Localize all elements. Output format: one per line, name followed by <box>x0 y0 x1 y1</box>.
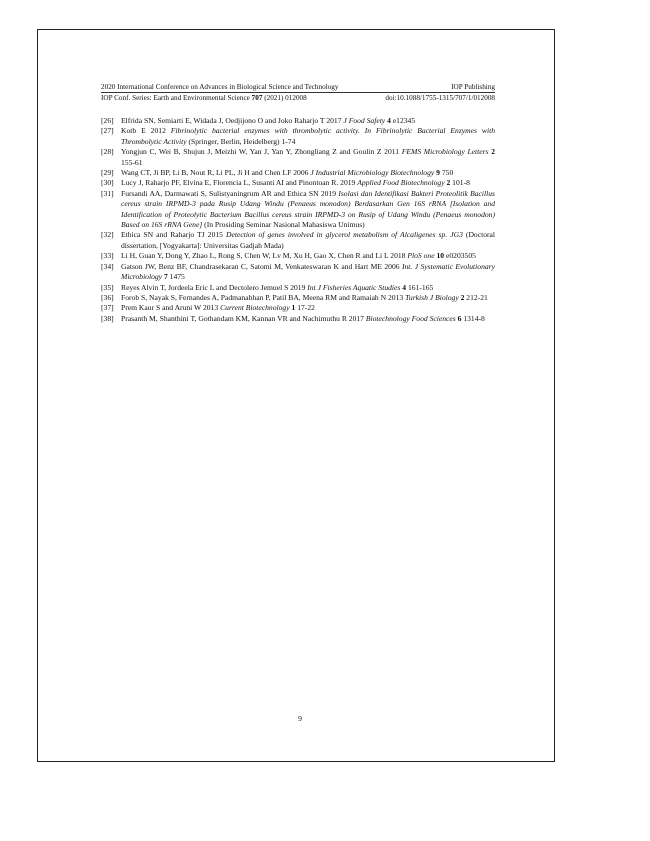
reference-item <box>101 147 495 168</box>
reference-number: [32] <box>101 230 114 240</box>
reference-item <box>101 293 495 303</box>
header-row-1 <box>101 82 495 92</box>
reference-text <box>121 189 495 231</box>
reference-part: Lucy J, Raharjo PF, Elvina E, Florencia L, Susanti AI and Pinontoan R. 2019 <box>121 178 358 188</box>
reference-volume: 9 <box>436 168 440 178</box>
reference-number: [30] <box>101 178 114 188</box>
reference-number: [37] <box>101 303 114 313</box>
reference-item <box>101 116 495 126</box>
reference-part: Yongjun C, Wei B, Shujun J, Meizhi W, Yan J, Yan Y, Zhongliang Z and Goulin Z 2011 <box>121 147 402 157</box>
reference-part: Kotb E 2012 <box>121 126 171 136</box>
reference-italic-part: Turkish J Biology <box>405 292 459 302</box>
reference-item <box>101 251 495 261</box>
reference-italic-part: Fibrinolytic bacterial enzymes with thrombolytic activity. In Fibrinolytic Bacterial Enzymes with Thrombolytic Activity <box>121 126 495 146</box>
reference-text <box>121 178 495 188</box>
reference-number: [28] <box>101 147 114 157</box>
reference-volume: 2 <box>446 178 451 188</box>
reference-text <box>121 293 495 303</box>
reference-volume: 4 <box>387 116 391 125</box>
reference-text <box>121 116 495 126</box>
conference-title: 2020 International Conference on Advances in Biological Science and Technology <box>101 83 339 91</box>
reference-item <box>101 283 495 293</box>
reference-volume: 6 <box>457 313 462 323</box>
reference-text <box>121 262 495 283</box>
reference-text <box>121 251 495 261</box>
reference-item <box>101 178 495 188</box>
reference-text <box>121 314 495 324</box>
reference-volume: 2 <box>491 147 495 157</box>
reference-volume: 7 <box>163 272 168 282</box>
reference-item <box>101 314 495 324</box>
reference-item <box>101 168 495 178</box>
reference-part: Fursandi AA, Darmawati S, Sulistyaningrum AR and Ethica SN 2019 <box>121 188 339 198</box>
reference-volume: 4 <box>402 282 407 292</box>
reference-part: Li H, Guan Y, Dong Y, Zhao L, Rong S, Chen W, Lv M, Xu H, Gao X, Chen R and Li L 2018 <box>121 251 408 261</box>
reference-part: (Doctoral dissertation, [Yogyakarta]: Universitas Gadjah Mada) <box>121 230 496 250</box>
reference-part: Ethica SN and Raharjo TJ 2015 <box>121 230 226 240</box>
reference-list <box>101 116 495 324</box>
reference-number: [34] <box>101 261 114 271</box>
reference-number: [35] <box>101 282 114 292</box>
reference-italic-part: Int J Fisheries Aquatic Studies <box>307 282 401 292</box>
doi: doi:10.1088/1755-1315/707/1/012008 <box>385 94 495 102</box>
reference-text <box>121 126 495 147</box>
reference-number: [33] <box>101 251 114 261</box>
reference-italic-part: Current Biotechnology <box>220 303 290 313</box>
reference-part: 1314-8 <box>461 313 485 323</box>
reference-part: e12345 <box>390 116 416 125</box>
reference-part: Gatson JW, Benz BF, Chandrasekaran C, Satomi M, Venkateswaran K and Hart ME 2006 <box>121 261 402 271</box>
reference-part: 161-165 <box>406 282 434 292</box>
publisher-name: IOP Publishing <box>451 83 495 91</box>
reference-part: Reyes Alvin T, Jordeela Eric L and Dectolero Jemuel S 2019 <box>121 282 308 292</box>
reference-number: [27] <box>101 126 114 136</box>
reference-part: 17-22 <box>295 303 315 313</box>
reference-text <box>121 230 495 251</box>
running-header <box>101 82 495 103</box>
reference-italic-part: Isolasi dan Identifikasi Bakteri Proteolitik Bacillus cereus strain IRPMD-3 pada Rusip Udang Windu (Penaeus monodon) Berdasarkan Gen 16S rRNA [Isolation and Identification of Proteolytic Bacterium Bacillus cereus strain IRPMD-3 on Rusip of Udang Windu (Penaeus monodon) Based on 16S rRNA Gene] <box>121 188 495 230</box>
reference-italic-part: Int. J Systematic Evolutionary Microbiology <box>121 261 495 282</box>
reference-item <box>101 126 495 147</box>
reference-number: [26] <box>101 116 114 125</box>
reference-part: Prasanth M, Shanthini T, Gothandam KM, Kannan VR and Nachimuthu R 2017 <box>121 313 366 323</box>
reference-part: (In Prosiding Seminar Nasional Mahasiswa Unimus) <box>202 220 365 230</box>
reference-text <box>121 283 495 293</box>
reference-number: [29] <box>101 168 114 178</box>
year-article: (2021) 012008 <box>262 94 307 102</box>
reference-item <box>101 189 495 231</box>
header-row-2 <box>101 92 495 103</box>
reference-italic-part: Applied Food Biotechnology <box>357 178 445 188</box>
reference-number: [31] <box>101 188 114 198</box>
reference-part: e0203505 <box>444 251 476 261</box>
page-number: 9 <box>298 714 302 723</box>
reference-part: 101-8 <box>450 178 470 188</box>
reference-italic-part: Detection of genes involved in glycerol metabolism of Alcaligenes sp. JG3 <box>226 230 463 240</box>
reference-italic-part: J Industrial Microbiology Biotechnology <box>310 168 435 178</box>
reference-text <box>121 147 495 168</box>
reference-volume: 10 <box>436 251 445 261</box>
reference-text <box>121 303 495 313</box>
reference-part: (Springer, Berlin, Heidelberg) 1-74 <box>186 136 296 146</box>
series-citation <box>101 93 307 103</box>
reference-part: Prem Kaur S and Aruni W 2013 <box>121 303 221 313</box>
reference-item <box>101 303 495 313</box>
reference-text <box>121 168 495 178</box>
reference-italic-part: Biotechnology Food Sciences <box>365 313 456 323</box>
reference-part: 212-21 <box>464 292 488 302</box>
reference-volume: 1 <box>291 303 296 313</box>
reference-part: 750 <box>439 168 454 178</box>
reference-number: [38] <box>101 313 114 323</box>
reference-italic-part: PloS one <box>407 251 435 261</box>
reference-part: 155-61 <box>121 157 143 167</box>
reference-part: 1475 <box>167 272 185 282</box>
reference-item <box>101 262 495 283</box>
reference-volume: 2 <box>460 292 465 302</box>
reference-italic-part: FEMS Microbiology Letters <box>401 147 489 157</box>
series-name: IOP Conf. Series: Earth and Environmental Science <box>101 94 252 102</box>
reference-italic-part: J Food Safety <box>343 116 386 125</box>
reference-part: Wang CT, Ji BP, Li B, Nout R, Li PL, Ji H and Chen LF 2006 <box>121 168 311 178</box>
reference-part: Elfrida SN, Semiarti E, Widada J, Oedjijono O and Joko Raharjo T 2017 <box>121 116 344 125</box>
reference-item <box>101 230 495 251</box>
reference-part: Forob S, Nayak S, Fernandes A, Padmanabhan P, Patil BA, Meena RM and Ramaiah N 2013 <box>121 292 406 302</box>
volume-number: 707 <box>251 94 263 102</box>
reference-number: [36] <box>101 292 114 302</box>
